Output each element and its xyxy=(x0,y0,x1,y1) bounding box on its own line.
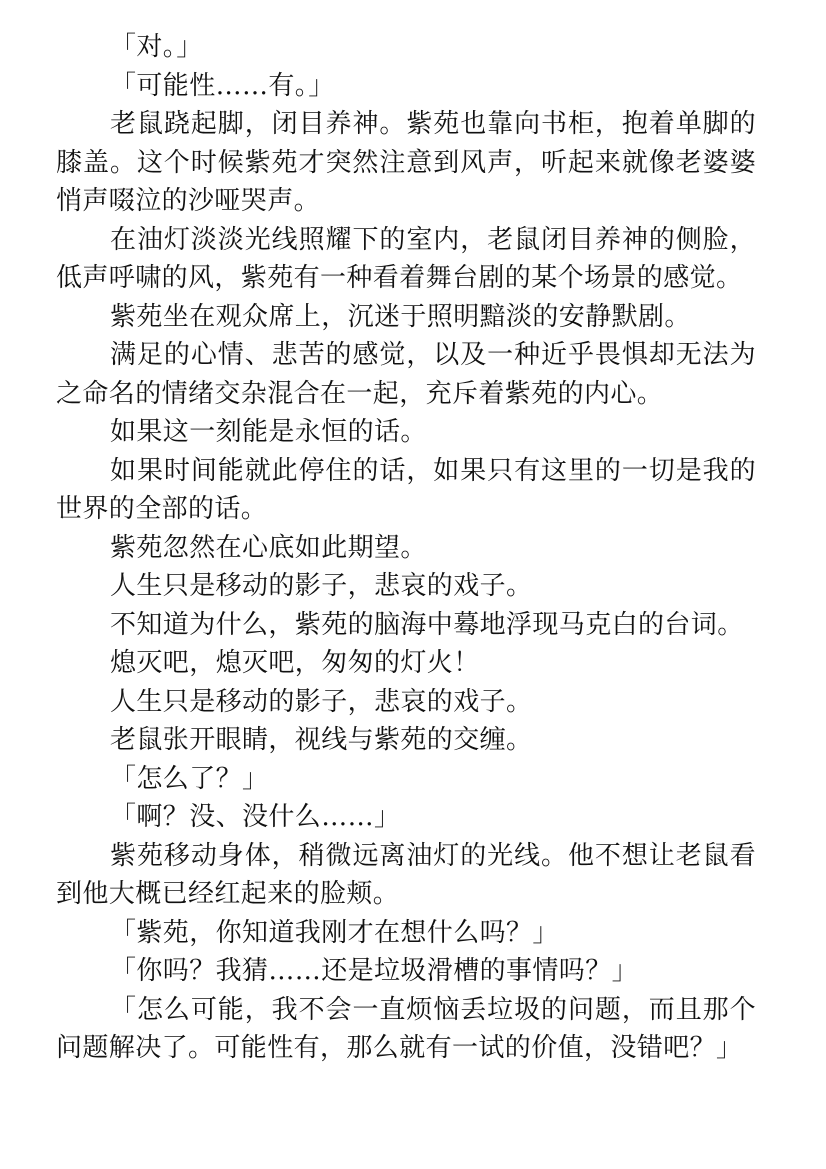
paragraph-2: 「可能性……有。」 xyxy=(110,70,335,101)
paragraph-16: 「啊？没、没什么……」 xyxy=(110,802,401,832)
paragraph-19: 「你吗？我猜……还是垃圾滑槽的事情吗？」 xyxy=(110,956,639,986)
paragraph-5: 紫苑坐在观众席上，沉迷于照明黯淡的安静默剧。 xyxy=(110,301,691,332)
paragraph-6: 满足的心情、悲苦的感觉，以及一种近乎畏惧却无法为之命名的情绪交杂混合在一起，充斥着紫苑的内心。 xyxy=(56,340,756,409)
paragraph-3: 老鼠跷起脚，闭目养神。紫苑也靠向书柜，抱着单脚的膝盖。这个时候紫苑才突然注意到风声，听起来就像老婆婆悄声啜泣的沙哑哭声。 xyxy=(56,109,756,216)
paragraph-20: 「怎么可能，我不会一直烦恼丢垃圾的问题，而且那个问题解决了。可能性有，那么就有一试的价值，没错吧？」 xyxy=(56,994,756,1063)
paragraph-7: 如果这一刻能是永恒的话。 xyxy=(110,417,427,447)
paragraph-18: 「紫苑，你知道我刚才在想什么吗？」 xyxy=(110,917,559,948)
paragraph-8: 如果时间能就此停住的话，如果只有这里的一切是我的世界的全部的话。 xyxy=(56,455,756,524)
paragraph-17: 紫苑移动身体，稍微远离油灯的光线。他不想让老鼠看到他大概已经红起来的脸颊。 xyxy=(56,840,756,909)
paragraph-12: 熄灭吧，熄灭吧，匆匆的灯火！ xyxy=(110,648,480,678)
paragraph-11: 不知道为什么，紫苑的脑海中蓦地浮现马克白的台词。 xyxy=(110,609,744,640)
paragraph-13: 人生只是移动的影子，悲哀的戏子。 xyxy=(110,686,533,717)
paragraph-10: 人生只是移动的影子，悲哀的戏子。 xyxy=(110,571,533,601)
paragraph-14: 老鼠张开眼睛，视线与紫苑的交缠。 xyxy=(110,725,533,755)
paragraph-15: 「怎么了？」 xyxy=(110,763,269,794)
paragraph-4: 在油灯淡淡光线照耀下的室内，老鼠闭目养神的侧脸，低声呼啸的风，紫苑有一种看着舞台剧的某个场景的感觉。 xyxy=(56,224,756,293)
paragraph-9: 紫苑忽然在心底如此期望。 xyxy=(110,532,427,563)
paragraph-1: 「对。」 xyxy=(110,32,203,62)
document-page xyxy=(56,28,756,1068)
